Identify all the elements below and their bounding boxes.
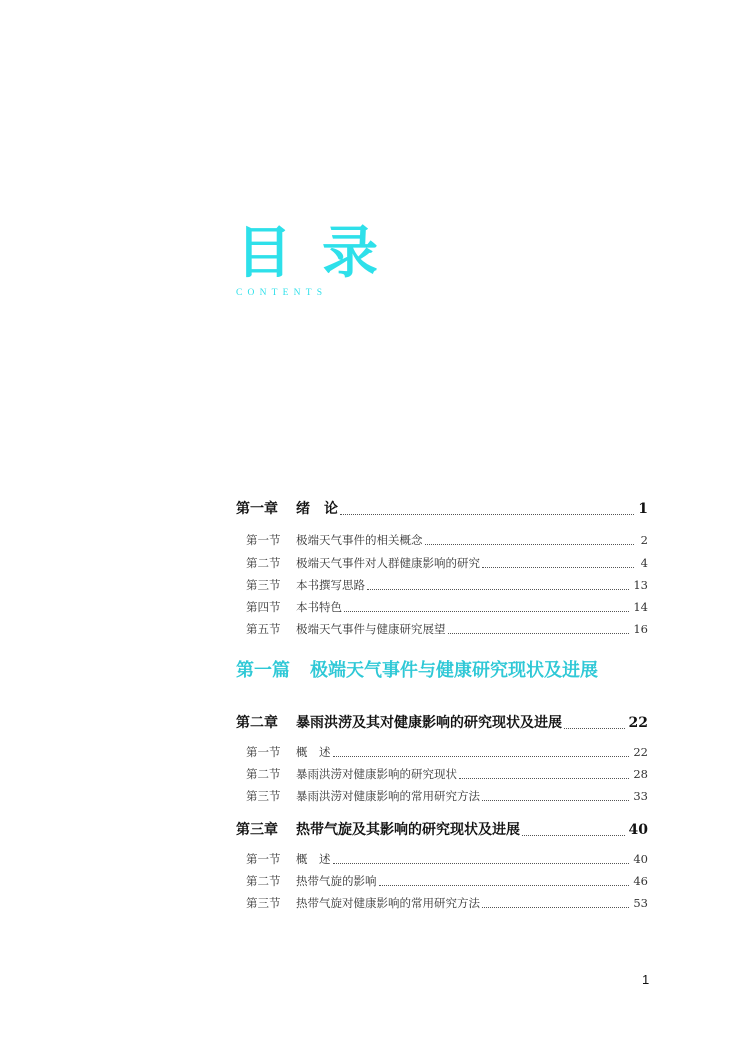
- toc-section[interactable]: [246, 895, 648, 911]
- page-ref: 22: [628, 715, 648, 731]
- toc-section[interactable]: [246, 851, 648, 867]
- dot-leader: [425, 544, 635, 545]
- toc-chapter-3[interactable]: [236, 819, 648, 839]
- chapter-number: 第一章: [236, 501, 278, 517]
- section-number: 第三节: [246, 578, 281, 592]
- dot-leader: [482, 800, 629, 801]
- toc-section[interactable]: [246, 744, 648, 760]
- toc-subtitle: CONTENTS: [236, 288, 328, 298]
- toc-section[interactable]: [246, 621, 648, 637]
- section-title: 本书特色: [296, 600, 342, 614]
- page-ref: 14: [633, 600, 648, 614]
- page-ref: 1: [638, 501, 648, 517]
- section-number: 第二节: [246, 767, 281, 781]
- section-title: 概 述: [296, 745, 331, 759]
- section-number: 第二节: [246, 556, 281, 570]
- section-title: 极端天气事件对人群健康影响的研究: [296, 556, 480, 570]
- dot-leader: [344, 611, 629, 612]
- toc-section[interactable]: [246, 577, 648, 593]
- section-number: 第五节: [246, 622, 281, 636]
- page-ref: 33: [633, 789, 648, 803]
- section-title: 暴雨洪涝对健康影响的常用研究方法: [296, 789, 480, 803]
- section-title: 概 述: [296, 852, 331, 866]
- section-title: 暴雨洪涝对健康影响的研究现状: [296, 767, 457, 781]
- dot-leader: [340, 514, 634, 515]
- section-number: 第三节: [246, 789, 281, 803]
- chapter-title: 暴雨洪涝及其对健康影响的研究现状及进展: [296, 715, 562, 731]
- page-ref: 46: [633, 874, 648, 888]
- section-title: 极端天气事件与健康研究展望: [296, 622, 446, 636]
- dot-leader: [333, 756, 630, 757]
- part-title: 极端天气事件与健康研究现状及进展: [310, 660, 598, 681]
- section-title: 热带气旋的影响: [296, 874, 377, 888]
- dot-leader: [564, 728, 625, 729]
- page-ref: 53: [633, 896, 648, 910]
- dot-leader: [522, 835, 625, 836]
- section-number: 第一节: [246, 745, 281, 759]
- section-number: 第一节: [246, 852, 281, 866]
- toc-section[interactable]: [246, 599, 648, 615]
- toc-chapter-1[interactable]: [236, 498, 648, 518]
- page-ref: 40: [628, 822, 648, 838]
- section-title: 热带气旋对健康影响的常用研究方法: [296, 896, 480, 910]
- title-char-1: 目: [236, 221, 292, 286]
- toc-section[interactable]: [246, 766, 648, 782]
- dot-leader: [367, 589, 629, 590]
- toc-section[interactable]: [246, 788, 648, 804]
- page-ref: 22: [633, 745, 648, 759]
- toc-title: [236, 222, 378, 286]
- chapter-title: 绪 论: [296, 501, 338, 517]
- page-number: 1: [642, 972, 650, 987]
- chapter-number: 第三章: [236, 822, 278, 838]
- page-ref: 28: [633, 767, 648, 781]
- title-char-2: 录: [322, 221, 378, 286]
- toc-chapter-2[interactable]: [236, 712, 648, 732]
- dot-leader: [482, 567, 634, 568]
- page-ref: 4: [640, 556, 648, 570]
- part-heading[interactable]: [236, 656, 598, 682]
- section-number: 第四节: [246, 600, 281, 614]
- section-number: 第三节: [246, 896, 281, 910]
- toc-section[interactable]: [246, 532, 648, 548]
- section-number: 第二节: [246, 874, 281, 888]
- toc-section[interactable]: [246, 555, 648, 571]
- dot-leader: [333, 863, 630, 864]
- section-title: 本书撰写思路: [296, 578, 365, 592]
- dot-leader: [379, 885, 630, 886]
- page-ref: 16: [633, 622, 648, 636]
- part-number: 第一篇: [236, 660, 290, 681]
- page-ref: 13: [633, 578, 648, 592]
- section-title: 极端天气事件的相关概念: [296, 533, 423, 547]
- chapter-title: 热带气旋及其影响的研究现状及进展: [296, 822, 520, 838]
- page-ref: 40: [633, 852, 648, 866]
- dot-leader: [482, 907, 629, 908]
- toc-section[interactable]: [246, 873, 648, 889]
- section-number: 第一节: [246, 533, 281, 547]
- chapter-number: 第二章: [236, 715, 278, 731]
- page-ref: 2: [640, 533, 648, 547]
- dot-leader: [459, 778, 629, 779]
- dot-leader: [448, 633, 630, 634]
